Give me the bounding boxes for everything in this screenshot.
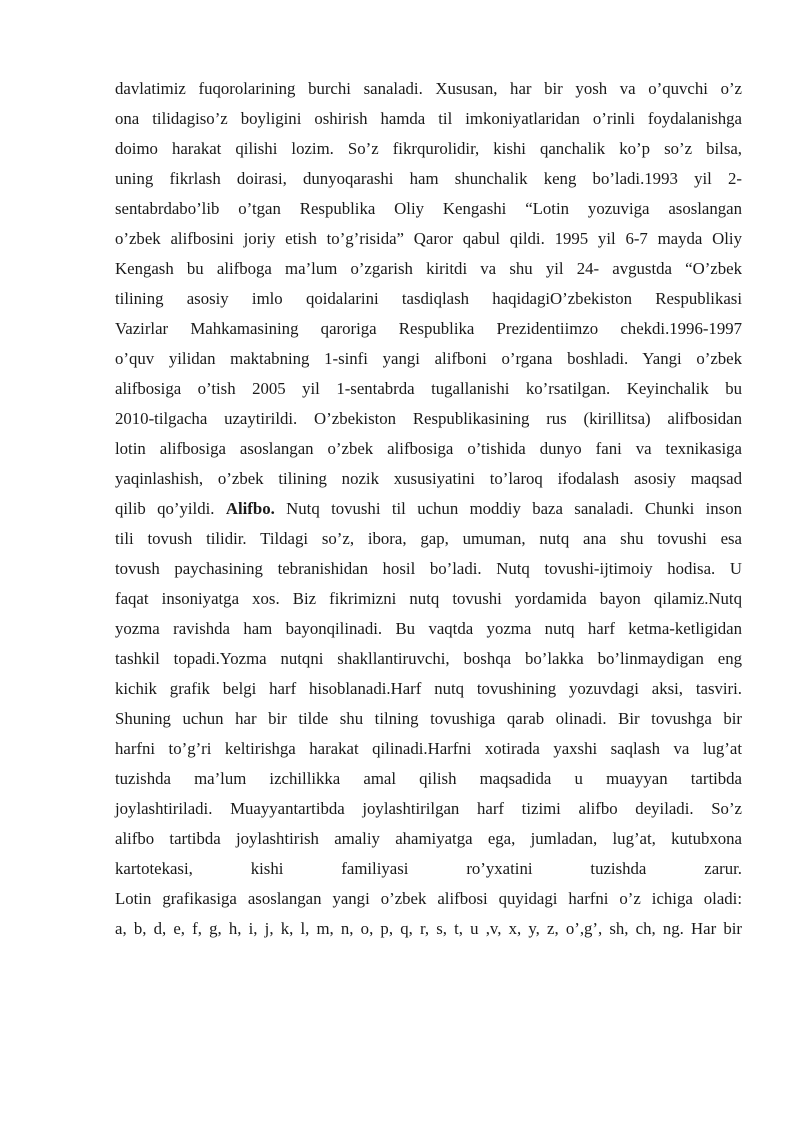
text-line: Lotin grafikasiga asoslangan yangi o’zbek alifbosi quyidagi harfni o’z ichiga oladi: [115,889,742,908]
body-paragraph [115,74,742,944]
text-line: tilining asosiy imlo qoidalarini tasdiqlash haqidagiO’zbekiston Respublikasi [115,289,742,308]
text-line: Kengash bu alifboga ma’lum o’zgarish kiritdi va shu yil 24- avgustda “O’zbek [115,259,742,278]
bold-term: Alifbo. [225,499,275,518]
text-line: joylashtiriladi. Muayyantartibda joylashtirilgan harf tizimi alifbo deyiladi. So’z [115,799,742,818]
text-line: harfni to’g’ri keltirishga harakat qilinadi.Harfni xotirada yaxshi saqlash va lug’at [115,739,742,758]
text-line: tuzishda ma’lum izchillikka amal qilish maqsadida u muayyan tartibda [115,769,742,788]
text-line: doimo harakat qilishi lozim. So’z fikrqurolidir, kishi qanchalik ko’p so’z bilsa, [115,139,742,158]
text-line: 2010-tilgacha uzaytirildi. O’zbekiston Respublikasining rus (kirillitsa) alifbosidan [115,409,742,428]
text-line: a, b, d, e, f, g, h, i, j, k, l, m, n, o, p, q, r, s, t, u ,v, x, y, z, o’,g’, sh, ch, ng. Har bir [115,919,742,938]
text-run: qilib qo’yildi. [115,499,226,518]
text-line: davlatimiz fuqorolarining burchi sanaladi. Xususan, har bir yosh va o’quvchi o’z [115,79,742,98]
text-line: sentabrdabo’lib o’tgan Respublika Oliy Kengashi “Lotin yozuviga asoslangan [115,199,742,218]
text-line: lotin alifbosiga asoslangan o’zbek alifbosiga o’tishida dunyo fani va texnikasiga [115,439,742,458]
text-line: yaqinlashish, o’zbek tilining nozik xususiyatini to’laroq ifodalash asosiy maqsad [115,469,742,488]
text-line: Vazirlar Mahkamasining qaroriga Respublika Prezidentiimzo chekdi.1996-1997 [115,319,742,338]
text-line: yozma ravishda ham bayonqilinadi. Bu vaqtda yozma nutq harf ketma-ketligidan [115,619,742,638]
text-line: faqat insoniyatga xos. Biz fikrimizni nutq tovushi yordamida bayon qilamiz.Nutq [115,589,742,608]
text-line: o’quv yilidan maktabning 1-sinfi yangi alifboni o’rgana boshladi. Yangi o’zbek [115,349,742,368]
text-line: Shuning uchun har bir tilde shu tilning tovushiga qarab olinadi. Bir tovushga bir [115,709,742,728]
text-line: tovush paychasining tebranishidan hosil bo’ladi. Nutq tovushi-ijtimoiy hodisa. U [115,559,742,578]
text-line: o’zbek alifbosini joriy etish to’g’risida” Qaror qabul qildi. 1995 yil 6-7 mayda Oliy [115,229,742,248]
text-run: Nutq tovushi til uchun moddiy baza sanaladi. Chunki inson [274,499,742,518]
text-line: uning fikrlash doirasi, dunyoqarashi ham shunchalik keng bo’ladi.1993 yil 2- [115,169,742,188]
text-line: alifbo tartibda joylashtirish amaliy ahamiyatga ega, jumladan, lug’at, kutubxona [115,829,742,848]
text-line: kartotekasi, kishi familiyasi ro’yxatini tuzishda zarur. [115,859,742,878]
text-line: tashkil topadi.Yozma nutqni shakllantiruvchi, boshqa bo’lakka bo’linmaydigan eng [115,649,742,668]
text-line: ona tilidagiso’z boyligini oshirish hamda til imkoniyatlaridan o’rinli foydalanishga [115,109,742,128]
text-line: tili tovush tilidir. Tildagi so’z, ibora, gap, umuman, nutq ana shu tovushi esa [115,529,742,548]
text-line [115,494,742,524]
text-line: alifbosiga o’tish 2005 yil 1-sentabrda tugallanishi ko’rsatilgan. Keyinchalik bu [115,379,742,398]
text-line: kichik grafik belgi harf hisoblanadi.Harf nutq tovushining yozuvdagi aksi, tasviri. [115,679,742,698]
